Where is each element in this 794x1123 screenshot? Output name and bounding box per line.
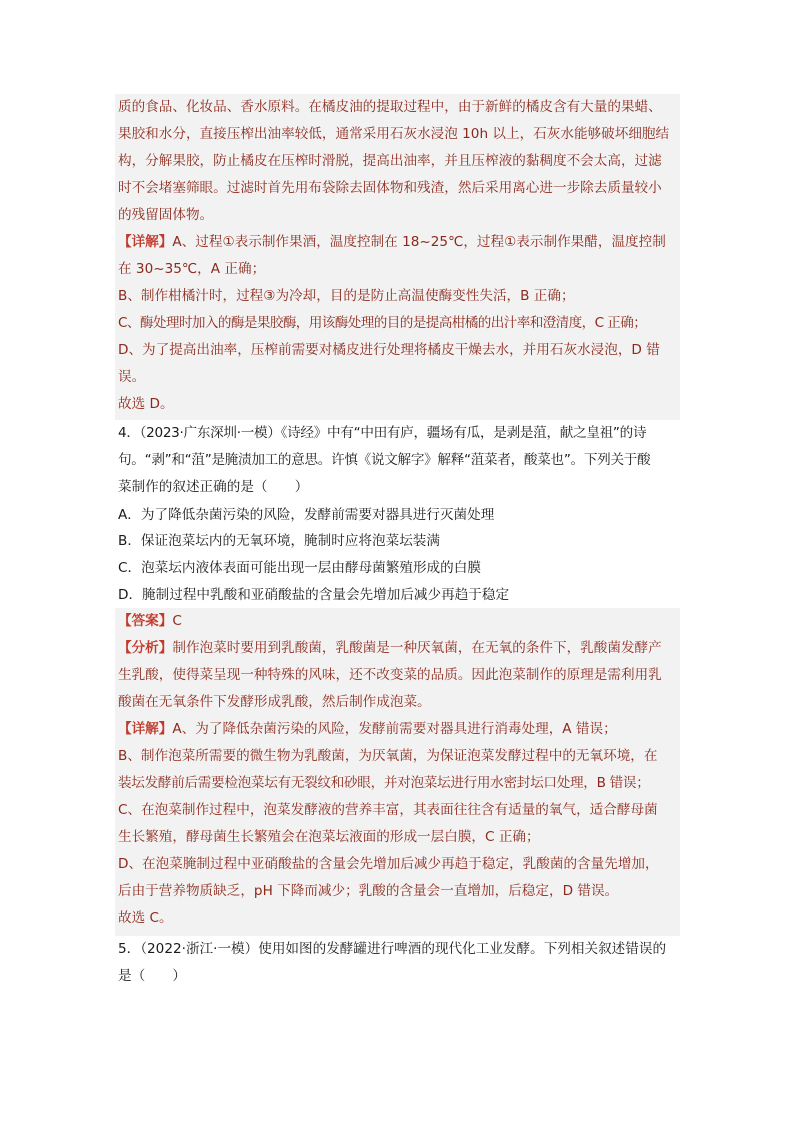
analysis-line: 的残留固体物。 xyxy=(118,207,214,223)
question-stem-line: 5．（2022·浙江·一模）使用如图的发酵罐进行啤酒的现代化工业发酵。下列相关叙述错误的 xyxy=(118,941,667,957)
answer-line xyxy=(118,612,182,630)
detail-line: C、酶处理时加入的酶是果胶酶，用该酶处理的目的是提高柑橘的出汁率和澄清度，C 正确； xyxy=(118,315,647,331)
analysis-line: 构，分解果胶，防止橘皮在压榨时滑脱，提高出油率，并且压榨液的黏稠度不会太高，过滤 xyxy=(118,153,662,169)
conclusion-line: 故选 C。 xyxy=(118,910,173,926)
analysis-line: 果胶和水分，直接压榨出油率较低，通常采用石灰水浸泡 10h 以上，石灰水能够破坏细胞结 xyxy=(118,126,670,142)
detail-line: D、在泡菜腌制过程中亚硝酸盐的含量会先增加后减少再趋于稳定，乳酸菌的含量先增加， xyxy=(118,856,659,872)
detail-line: 装坛发酵前后需要检泡菜坛有无裂纹和砂眼，并对泡菜坛进行用水密封坛口处理，B 错误； xyxy=(118,775,650,791)
detail-line: B、制作泡菜所需要的微生物为乳酸菌，为厌氧菌，为保证泡菜发酵过程中的无氧环境，在 xyxy=(118,748,658,764)
option-d: D．腌制过程中乳酸和亚硝酸盐的含量会先增加后减少再趋于稳定 xyxy=(118,587,510,603)
option-b: B．保证泡菜坛内的无氧环境，腌制时应将泡菜坛装满 xyxy=(118,533,440,549)
answer-tag: 【答案】 xyxy=(118,613,173,629)
analysis-line: 生乳酸，使得菜呈现一种特殊的风味，还不改变菜的品质。因此泡菜制作的原理是需利用乳 xyxy=(118,667,662,683)
question-stem-line: 菜制作的叙述正确的是（ ） xyxy=(118,479,309,495)
question-stem-line: 句。“剥”和“菹”是腌渍加工的意思。许慎《说文解字》解释“菹菜者，酸菜也”。下列关于酸 xyxy=(118,452,651,468)
option-c: C．泡菜坛内液体表面可能出现一层由酵母菌繁殖形成的白膜 xyxy=(118,560,481,576)
detail-line: 后由于营养物质缺乏，pH 下降而减少；乳酸的含量会一直增加，后稳定，D 错误。 xyxy=(118,883,619,899)
answer-value: C xyxy=(172,613,182,629)
question-stem-line: 是（ ） xyxy=(118,968,186,984)
detail-line: 生长繁殖，酵母菌生长繁殖会在泡菜坛液面的形成一层白膜，C 正确； xyxy=(118,829,540,845)
detail-line xyxy=(118,233,666,251)
detail-text: A、过程①表示制作果酒，温度控制在 18~25℃，过程①表示制作果醋，温度控制 xyxy=(172,234,666,250)
detail-line: C、在泡菜制作过程中，泡菜发酵液的营养丰富，其表面往往含有适量的氧气，适合酵母菌 xyxy=(118,802,658,818)
option-a: A．为了降低杂菌污染的风险，发酵前需要对器具进行灭菌处理 xyxy=(118,507,495,523)
detail-line: D、为了提高出油率，压榨前需要对橘皮进行处理将橘皮干燥去水，并用石灰水浸泡，D 错 xyxy=(118,342,660,358)
analysis-line xyxy=(118,639,662,657)
detail-tag: 【详解】 xyxy=(118,721,173,737)
detail-line: B、制作柑橘汁时，过程③为冷却，目的是防止高温使酶变性失活，B 正确； xyxy=(118,288,575,304)
detail-line: 误。 xyxy=(118,369,146,385)
analysis-line: 时不会堵塞筛眼。过滤时首先用布袋除去固体物和残渣，然后采用离心进一步除去质量较小 xyxy=(118,180,662,196)
detail-tag: 【详解】 xyxy=(118,234,173,250)
analysis-line: 质的食品、化妆品、香水原料。在橘皮油的提取过程中，由于新鲜的橘皮含有大量的果蜡、 xyxy=(118,99,662,115)
question-stem-line: 4．（2023·广东深圳·一模）《诗经》中有“中田有庐，疆场有瓜，是剥是菹，献之皇祖”的诗 xyxy=(118,425,647,441)
analysis-text: 制作泡菜时要用到乳酸菌，乳酸菌是一种厌氧菌，在无氧的条件下，乳酸菌发酵产 xyxy=(172,640,662,656)
detail-text: A、为了降低杂菌污染的风险，发酵前需要对器具进行消毒处理，A 错误； xyxy=(172,721,617,737)
detail-line: 在 30~35℃，A 正确； xyxy=(118,261,266,277)
detail-line xyxy=(118,720,617,738)
conclusion-line: 故选 D。 xyxy=(118,396,174,412)
analysis-tag: 【分析】 xyxy=(118,640,173,656)
analysis-line: 酸菌在无氧条件下发酵形成乳酸，然后制作成泡菜。 xyxy=(118,694,431,710)
